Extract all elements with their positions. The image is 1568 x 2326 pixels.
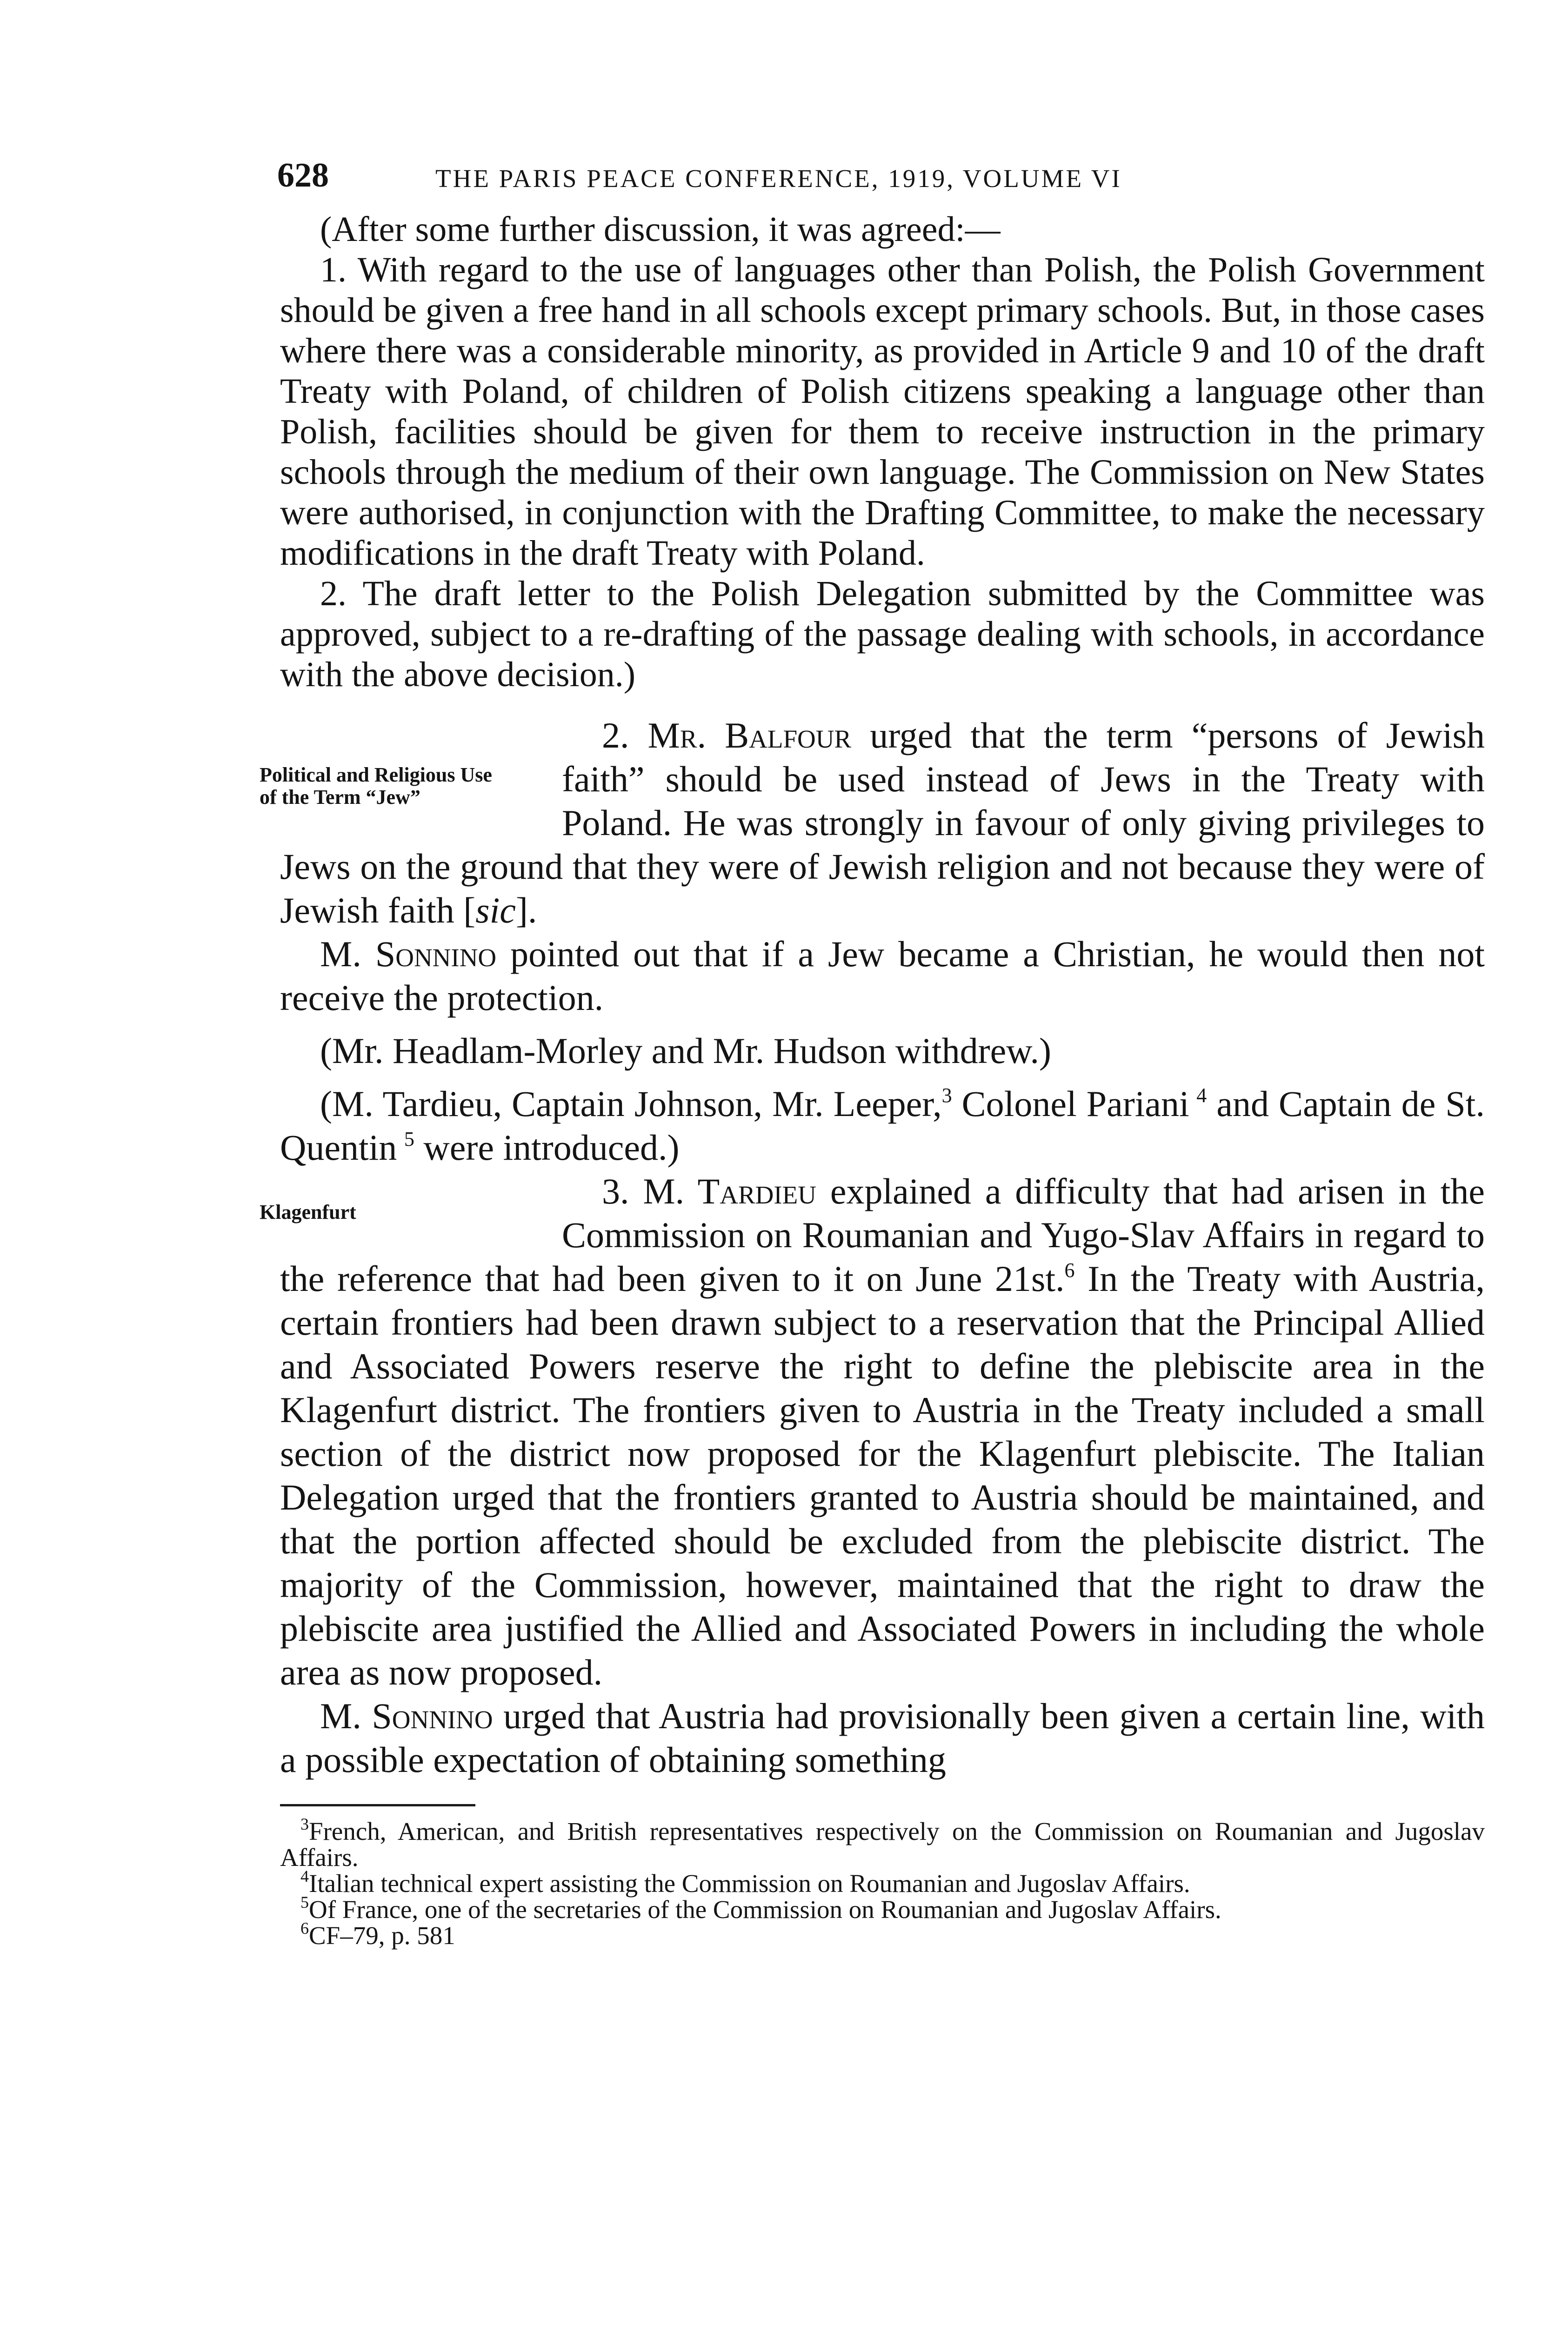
- footnote-ref-4: 4: [1196, 1084, 1207, 1107]
- footnote-mark: 6: [300, 1919, 309, 1938]
- footnote-ref-3: 3: [941, 1084, 952, 1107]
- footnote-text: CF–79, p. 581: [309, 1921, 455, 1950]
- footnote-ref-5: 5: [404, 1128, 414, 1150]
- page-number: 628: [277, 156, 329, 194]
- footnote-3: [280, 1815, 1485, 1871]
- sidenote-klagenfurt: Klagenfurt: [260, 1201, 356, 1223]
- footnote-divider: [280, 1804, 475, 1806]
- paragraph-text: explained a difficulty that had arisen in the Commission on Roumanian and Yugo-Slav Affairs in regard to the reference that had been given to it on June 21st.: [280, 1171, 1485, 1299]
- paragraph-balfour: [260, 714, 1485, 932]
- speaker-name: Mr. Balfour: [647, 715, 852, 755]
- body-text: [260, 209, 1485, 1782]
- paragraph-intro: (After some further discussion, it was agreed:—: [320, 210, 1001, 249]
- paragraph-text: pointed out that if a Jew became a Christian, he would then not receive the protection.: [280, 934, 1485, 1018]
- footnote-mark: 5: [300, 1893, 309, 1912]
- paragraph-sonnino-1: [280, 932, 1485, 1020]
- paragraph-text: urged that the term “persons of Jewish faith” should be used instead of Jews in the Treaty with Poland. He was strongly in favour of only giving privileges to Jews on the ground that they were of Jewish religion and not because they were of Jewish faith [: [280, 715, 1485, 930]
- paragraph-text: Colonel Pariani: [952, 1083, 1189, 1124]
- paragraph-text: were introduced.): [414, 1127, 680, 1168]
- footnote-text: Of France, one of the secretaries of the Commission on Roumanian and Jugoslav Affairs.: [309, 1895, 1221, 1924]
- paragraph-text: (M. Tardieu, Captain Johnson, Mr. Leeper,: [320, 1083, 942, 1124]
- paragraph-text: urged that Austria had provisionally been given a certain line, with a possible expectation of obtaining something: [280, 1696, 1485, 1780]
- footnote-text: French, American, and British representatives respectively on the Commission on Roumanian and Jugoslav Affairs.: [280, 1817, 1485, 1871]
- paragraph-decision-1: 1. With regard to the use of languages other than Polish, the Polish Government should be given a free hand in all schools except primary schools. But, in those cases where there was a considerable minority, as provided in Article 9 and 10 of the draft Treaty with Poland, of children of Polish citizens speaking a language other than Polish, facilities should be given for them to receive instruction in the primary schools through the medium of their own language. The Commission on New States were authorised, in conjunction with the Drafting Committee, to make the necessary modifications in the draft Treaty with Poland.: [280, 250, 1485, 573]
- paragraph-introduced: [280, 1082, 1485, 1170]
- item-number: 3.: [602, 1171, 629, 1211]
- speaker-name: M. Sonnino: [320, 934, 497, 974]
- footnote-ref-6: 6: [1064, 1259, 1075, 1282]
- sic-mark: sic: [475, 890, 516, 930]
- speaker-name: M. Sonnino: [320, 1696, 493, 1736]
- footnote-mark: 4: [300, 1867, 309, 1885]
- document-page: [260, 156, 1485, 1950]
- paragraph-tardieu: [260, 1170, 1485, 1694]
- paragraph-text: and Captain de St. Quentin: [280, 1083, 1485, 1168]
- paragraph-text-end: ].: [515, 890, 537, 930]
- footnote-mark: 3: [300, 1815, 309, 1833]
- footnote-4: [280, 1867, 1485, 1898]
- sidenote-political-religious-jew: Political and Religious Use of the Term “Jew”: [260, 763, 492, 809]
- footnotes: [280, 1815, 1485, 1950]
- running-title: THE PARIS PEACE CONFERENCE, 1919, VOLUME VI: [435, 164, 1122, 193]
- paragraph-decision-2: 2. The draft letter to the Polish Delegation submitted by the Committee was approved, subject to a re-drafting of the passage dealing with schools, in accordance with the above decision.): [280, 574, 1485, 694]
- footnote-5: [280, 1893, 1485, 1924]
- footnote-6: [280, 1919, 1485, 1950]
- paragraph-withdrew: (Mr. Headlam-Morley and Mr. Hudson withdrew.): [320, 1030, 1051, 1071]
- running-head: [277, 156, 1485, 209]
- paragraph-sonnino-2: [280, 1694, 1485, 1782]
- paragraph-text-end: In the Treaty with Austria, certain frontiers had been drawn subject to a reservation that the Principal Allied and Associated Powers reserve the right to define the plebiscite area in the Klagenfurt district. The frontiers given to Austria in the Treaty included a small section of the district now proposed for the Klagenfurt plebiscite. The Italian Delegation urged that the frontiers granted to Austria should be maintained, and that the portion affected should be excluded from the plebiscite district. The majority of the Commission, however, maintained that the right to draw the plebiscite area justified the Allied and Associated Powers in including the whole area as now proposed.: [280, 1258, 1485, 1692]
- speaker-name: M. Tardieu: [643, 1171, 816, 1211]
- footnote-text: Italian technical expert assisting the Commission on Roumanian and Jugoslav Affairs.: [309, 1869, 1190, 1898]
- item-number: 2.: [602, 715, 629, 755]
